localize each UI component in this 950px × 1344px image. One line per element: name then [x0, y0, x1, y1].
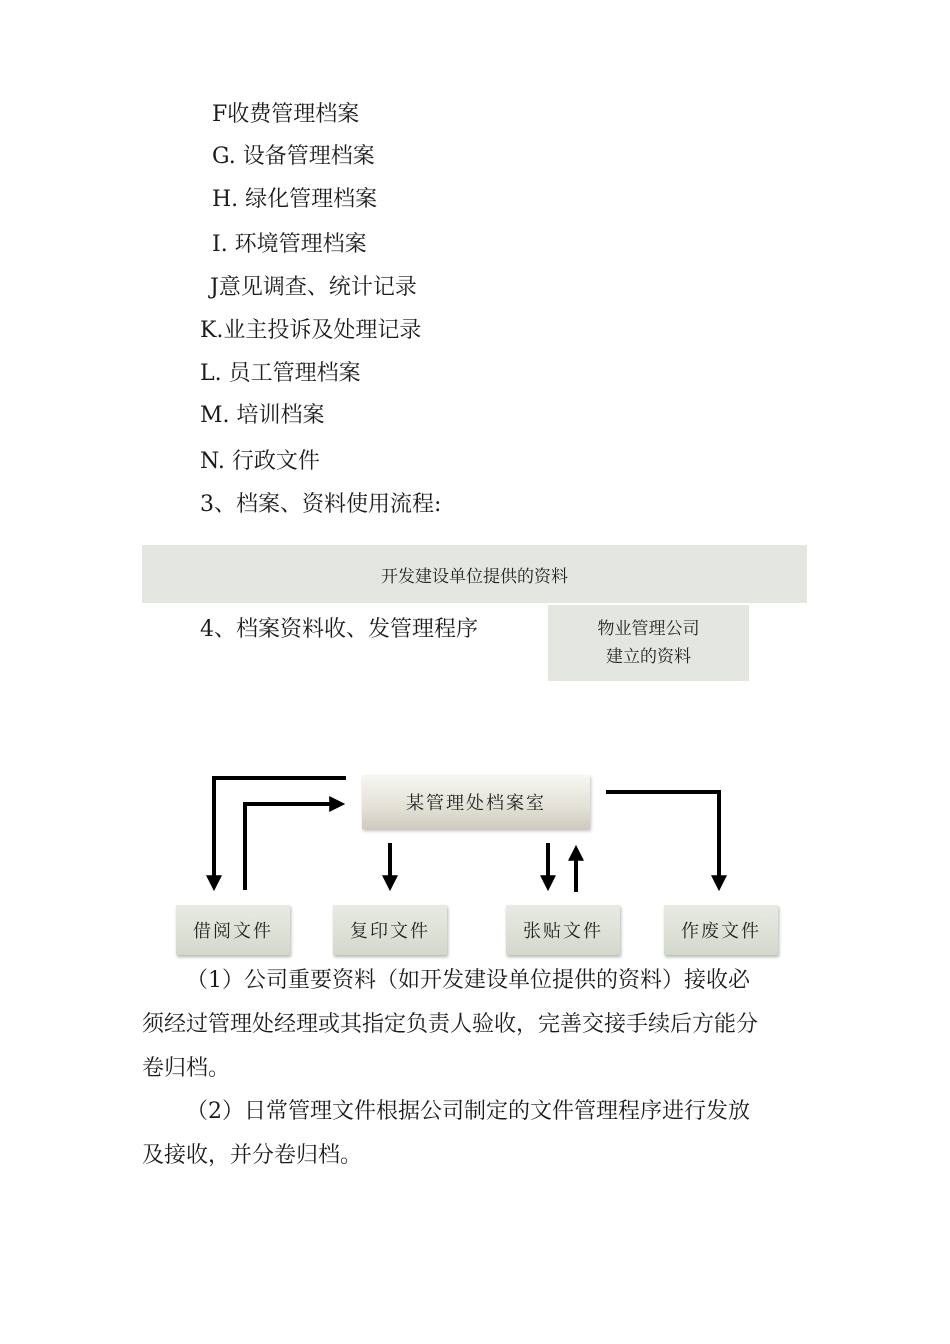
list-item-n: N. 行政文件 [200, 449, 320, 474]
paragraph-1 [142, 959, 808, 1091]
section3-heading: 3、档案、资料使用流程: [200, 492, 442, 517]
list-item-k: K.业主投诉及处理记录 [200, 318, 422, 343]
post-files-label: 张贴文件 [523, 921, 603, 942]
paragraph-2 [142, 1090, 808, 1178]
list-item-i: I. 环境管理档案 [212, 232, 367, 257]
paragraph-1-line-1: （1）公司重要资料（如开发建设单位提供的资料）接收必 [186, 968, 750, 993]
list-item-f: F收费管理档案 [212, 102, 360, 127]
archive-room-label: 某管理处档案室 [406, 793, 546, 814]
list-item-g: G. 设备管理档案 [212, 144, 375, 169]
company-materials-label-line1: 物业管理公司 [597, 619, 700, 639]
paragraph-2-line-1: （2）日常管理文件根据公司制定的文件管理程序进行发放 [186, 1099, 750, 1124]
list-item-m: M. 培训档案 [200, 403, 325, 428]
void-files-label: 作废文件 [681, 921, 761, 942]
borrow-files-label: 借阅文件 [193, 921, 273, 942]
section4-heading: 4、档案资料收、发管理程序 [200, 617, 478, 642]
paragraph-1-line-3: 卷归档。 [142, 1056, 231, 1081]
copy-files-label: 复印文件 [350, 921, 430, 942]
list-item-h: H. 绿化管理档案 [212, 187, 378, 212]
arrow-archive-to-void [606, 792, 719, 884]
list-item-j: J意见调查、统计记录 [210, 275, 417, 300]
paragraph-1-line-2: 须经过管理处经理或其指定负责人验收，完善交接手续后方能分 [142, 1012, 759, 1037]
list-item-l: L. 员工管理档案 [200, 361, 361, 386]
arrow-archive-to-borrow [214, 778, 346, 884]
arrow-borrow-to-archive [245, 804, 338, 890]
paragraph-2-line-2: 及接收，并分卷归档。 [142, 1143, 363, 1168]
company-materials-label-line2: 建立的资料 [606, 647, 691, 667]
developer-materials-label: 开发建设单位提供的资料 [381, 566, 568, 587]
